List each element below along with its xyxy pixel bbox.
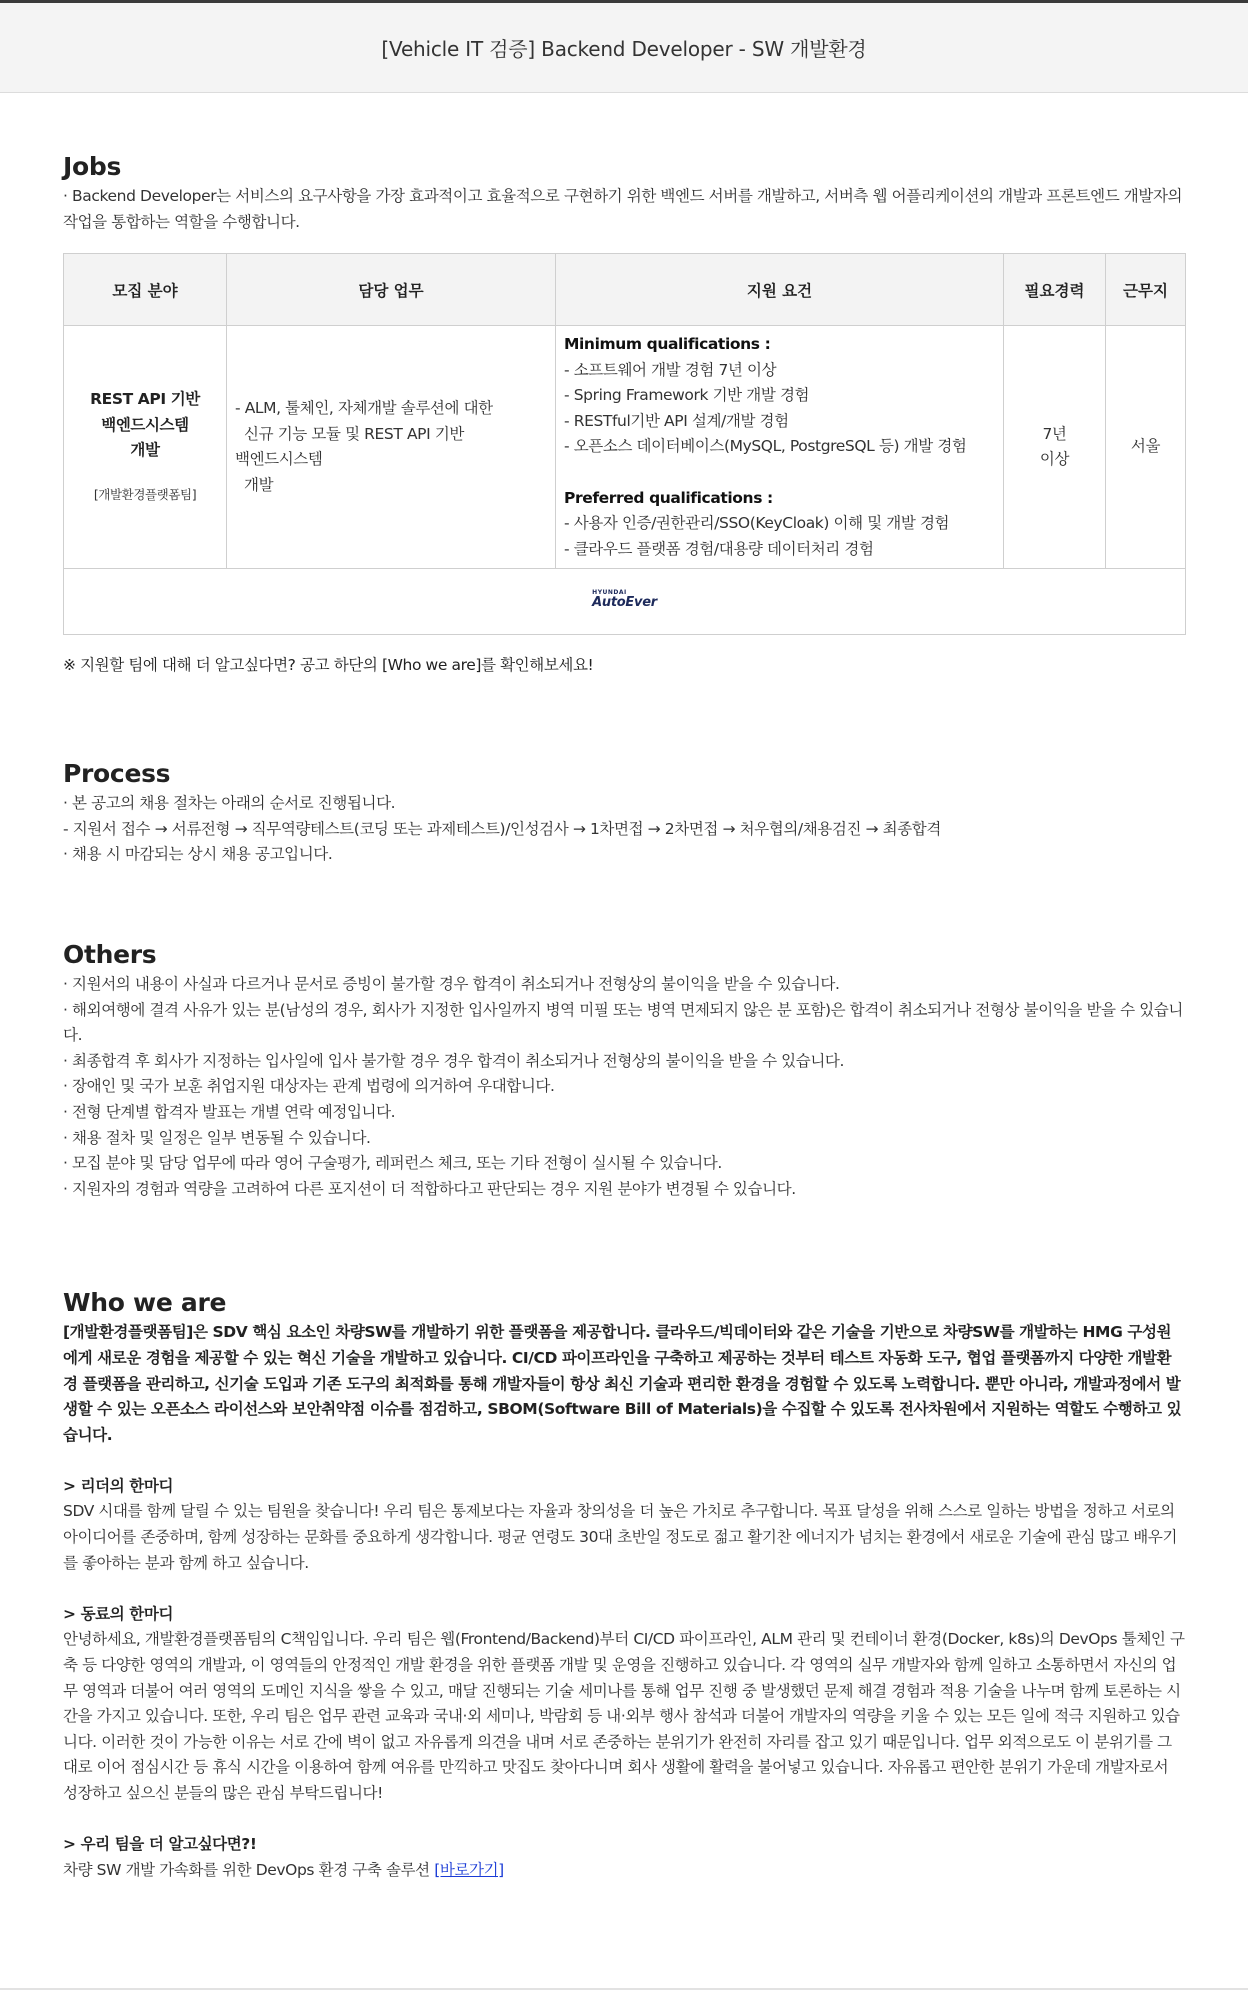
duty-line: - ALM, 툴체인, 자체개발 솔루션에 대한 [235,399,493,417]
others-item: · 지원서의 내용이 사실과 다르거나 문서로 증빙이 불가할 경우 합격이 취소되거나 전형상의 불이익을 받을 수 있습니다. [63,974,840,993]
peer-text: 안녕하세요, 개발환경플랫폼팀의 C책임입니다. 우리 팀은 웹(Frontend/Backend)부터 CI/CD 파이프라인, ALM 관리 및 컨테이너 환경(Docker, k8s)의 DevOps 툴체인 구축 등 다양한 영역의 개발과, 이 영역들의 안정적인 개발 환경을 위한 플랫폼 개발 및 운영을 진행하고 있습니다. 각 영역의 실무 개발자와 함께 일하고 소통하면서 자신의 업무 영역과 더불어 여러 영역의 도메인 지식을 쌓을 수 있고, 매달 진행되는 기술 세미나를 통해 업무 진행 중 발생했던 문제 해결 경험과 적용 기술을 나누며 함께 토론하는 시간을 가지고 있습니다. 또한, 우리 팀은 업무 관련 교육과 국내·외 세미나, 박람회 등 내·외부 행사 참석과 더불어 개발자의 역량을 키울 수 있는 모든 일에 적극 지원하고 있습니다. 이러한 것이 가능한 이유는 서로 간에 벽이 없고 자유롭게 의견을 내며 서로 존중하는 분위기가 완전히 자리를 잡고 있기 때문입니다. 업무 외적으로도 이 분위기를 그대로 이어 점심시간 등 휴식 시간을 이용하여 함께 여유를 만끽하고 맛집도 찾아다니며 회사 생활에 활력을 불어넣고 있습니다. 자유롭고 편안한 분위기 가운데 개발자로서 성장하고 싶으신 분들의 많은 관심 부탁드립니다! [63,1630,1185,1802]
who-section [63,1286,1185,1883]
others-item: · 최종합격 후 회사가 지정하는 입사일에 입사 불가할 경우 경우 합격이 취소되거나 전형상의 불이익을 받을 수 있습니다. [63,1051,844,1070]
more-line [63,1858,1185,1884]
main-content [63,150,1185,1883]
col-header-duty: 담당 업무 [227,254,556,326]
process-line: · 채용 시 마감되는 상시 채용 공고입니다. [63,845,333,864]
spacer [63,1448,1185,1474]
jobs-table-row [64,326,1186,569]
others-item: · 모집 분야 및 담당 업무에 따라 영어 구술평가, 레퍼런스 체크, 또는 기타 전형이 실시될 수 있습니다. [63,1154,722,1173]
duty-cell [227,326,556,569]
others-section [63,938,1185,1202]
spacer [63,1807,1185,1833]
col-header-location: 근무지 [1106,254,1186,326]
jobs-intro: · Backend Developer는 서비스의 요구사항을 가장 효과적이고 효율적으로 구현하기 위한 백엔드 서버를 개발하고, 서버측 웹 어플리케이션의 개발과 프론트엔드 개발자의 작업을 통합하는 역할을 수행합니다. [63,187,1183,231]
more-text: 차량 SW 개발 가속화를 위한 DevOps 환경 구축 솔루션 [63,1860,435,1879]
who-heading: Who we are [63,1288,227,1318]
min-qualification-item: - RESTful기반 API 설계/개발 경험 [564,411,789,430]
logo-line1: HYUNDAI [592,588,627,596]
page-header [0,3,1248,93]
jobs-heading: Jobs [63,152,122,181]
field-team: [개발환경플랫폼팀] [93,486,197,502]
col-header-requirements: 지원 요건 [556,254,1004,326]
peer-title: > 동료의 한마디 [63,1604,174,1623]
requirements-cell [556,326,1004,569]
experience-cell [1004,326,1106,569]
team-note: ※ 지원할 팀에 대해 더 알고싶다면? 공고 하단의 [Who we are]를 확인해보세요! [63,656,594,675]
others-item: · 지원자의 경험과 역량을 고려하여 다른 포지션이 더 적합하다고 판단되는 경우 지원 분야가 변경될 수 있습니다. [63,1179,796,1198]
col-header-field: 모집 분야 [64,254,227,326]
location-cell: 서울 [1106,326,1186,569]
process-line: · 본 공고의 채용 절차는 아래의 순서로 진행됩니다. [63,794,396,813]
process-steps: - 지원서 접수 → 서류전형 → 직무역량테스트(코딩 또는 과제테스트)/인성검사 → 1차면접 → 2차면접 → 처우협의/채용검진 → 최종합격 [63,819,941,838]
field-title-line: 개발 [130,441,160,460]
process-section [63,757,1185,868]
logo-cell [64,569,1186,635]
process-heading: Process [63,759,171,789]
others-heading: Others [63,939,157,969]
field-title-line: REST API 기반 [90,390,200,408]
others-item: · 전형 단계별 합격자 발표는 개별 연락 예정입니다. [63,1102,396,1121]
others-item: · 채용 절차 및 일정은 일부 변동될 수 있습니다. [63,1128,371,1147]
field-title-line: 백엔드시스템 [101,415,189,434]
leader-title: > 리더의 한마디 [63,1476,174,1495]
duty-line: 백엔드시스템 [235,450,323,469]
jobs-table-header-row [64,254,1186,326]
others-item: · 장애인 및 국가 보훈 취업지원 대상자는 관계 법령에 의거하여 우대합니다. [63,1077,555,1096]
min-qualification-item: - 오픈소스 데이터베이스(MySQL, PostgreSQL 등) 개발 경험 [564,437,967,456]
hyundai-autoever-logo [592,590,657,609]
duty-line: 개발 [235,475,274,494]
jobs-section [63,150,1185,678]
page-title: [Vehicle IT 검증] Backend Developer - SW 개발환경 [381,37,867,61]
spacer [564,460,995,486]
more-title: > 우리 팀을 더 알고싶다면?! [63,1835,257,1854]
jobs-table [63,253,1186,635]
duty-line: 신규 기능 모듈 및 REST API 기반 [235,424,464,443]
spacer [63,1576,1185,1602]
experience-line: 이상 [1039,450,1070,469]
leader-text: SDV 시대를 함께 달릴 수 있는 팀원을 찾습니다! 우리 팀은 통제보다는 자율과 창의성을 더 높은 가치로 추구합니다. 목표 달성을 위해 스스로 일하는 방법을 정하고 서로의 아이디어를 존중하며, 함께 성장하는 문화를 중요하게 생각합니다. 평균 연령도 30대 초반일 정도로 젊고 활기찬 에너지가 넘치는 환경에서 새로운 기술에 관심 많고 배우기를 좋아하는 분과 함께 하고 싶습니다. [63,1502,1178,1572]
field-cell [64,326,227,569]
logo-line2: AutoEver [592,594,657,610]
pref-qualification-item: - 사용자 인증/권한관리/SSO(KeyCloak) 이해 및 개발 경험 [564,514,950,533]
pref-qualifications-title: Preferred qualifications : [564,488,773,507]
min-qualifications-title: Minimum qualifications : [564,335,771,354]
who-intro: [개발환경플랫폼팀]은 SDV 핵심 요소인 차량SW를 개발하기 위한 플랫폼을 제공합니다. 클라우드/빅데이터와 같은 기술을 기반으로 차량SW를 개발하는 HMG 구성원에게 새로운 경험을 제공할 수 있는 혁신 기술을 개발하고 있습니다. CI/CD 파이프라인을 구축하고 제공하는 것부터 테스트 자동화 도구, 협업 플랫폼까지 다양한 개발환경 플랫폼을 관리하고, 신기술 도입과 기존 도구의 최적화를 통해 개발자들이 항상 최신 기술과 편리한 환경을 경험할 수 있도록 노력합니다. 뿐만 아니라, 개발과정에서 발생할 수 있는 오픈소스 라이선스와 보안취약점 이슈를 점검하고, SBOM(Software Bill of Materials)을 수집할 수 있도록 전사차원에서 지원하는 역할도 수행하고 있습니다. [63,1323,1182,1444]
logo-row [64,569,1186,635]
col-header-experience: 필요경력 [1004,254,1106,326]
min-qualification-item: - Spring Framework 기반 개발 경험 [564,386,810,405]
pref-qualification-item: - 클라우드 플랫폼 경험/대용량 데이터처리 경험 [564,539,874,558]
others-item: · 해외여행에 결격 사유가 있는 분(남성의 경우, 회사가 지정한 입사일까지 병역 미필 또는 병역 면제되지 않은 분 포함)은 합격이 취소되거나 전형상 불이익을 받을 수 있습니다. [63,1000,1183,1045]
min-qualification-item: - 소프트웨어 개발 경험 7년 이상 [564,360,777,379]
shortcut-link[interactable]: [바로가기] [434,1860,504,1879]
experience-line: 7년 [1042,424,1067,443]
